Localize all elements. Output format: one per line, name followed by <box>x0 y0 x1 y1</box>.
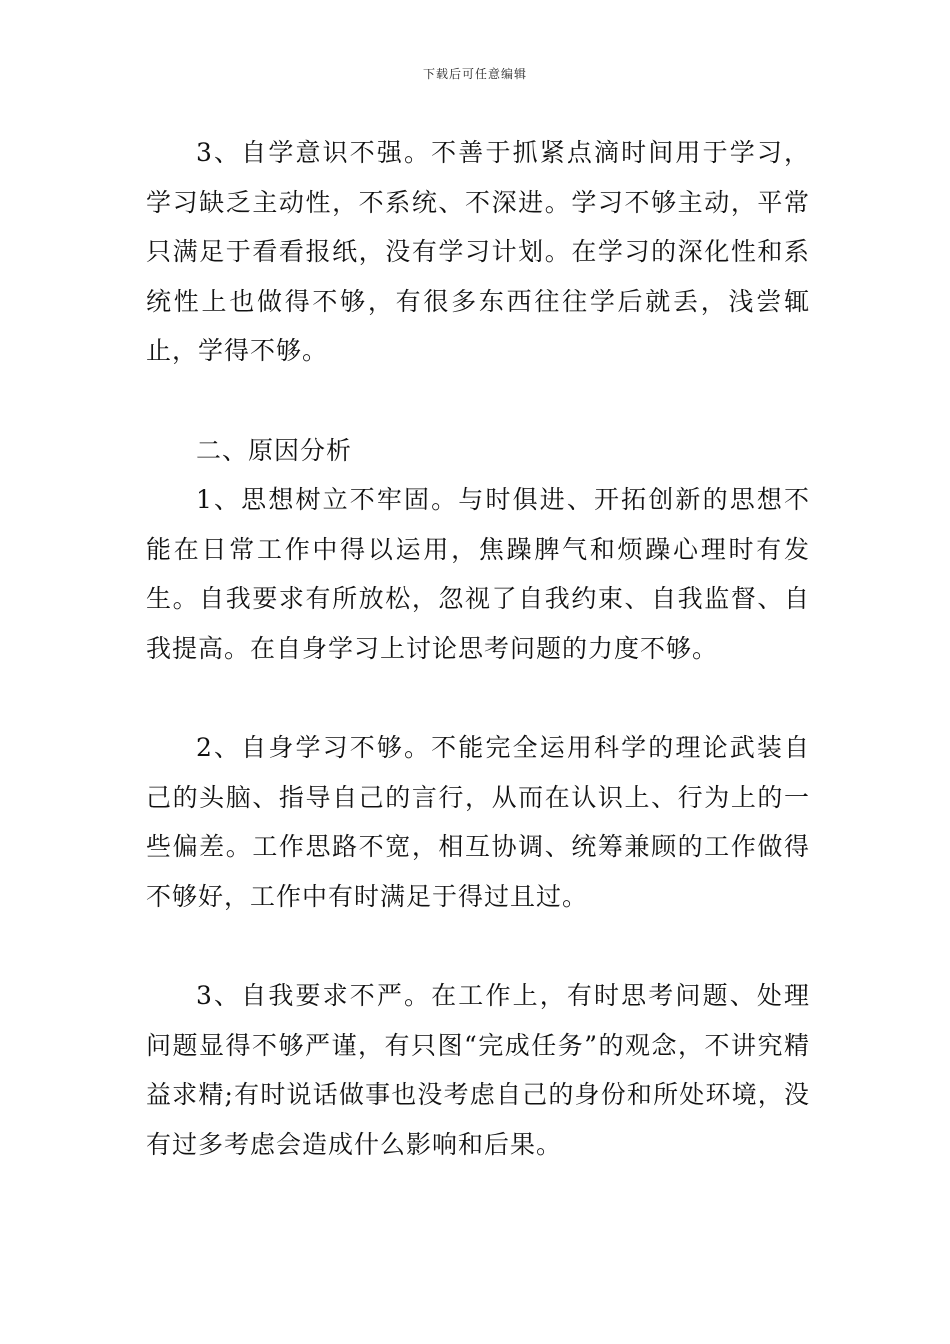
paragraph-reason-2: 2、自身学习不够。不能完全运用科学的理论武装自己的头脑、指导自己的言行，从而在认识上、行为上的一些偏差。工作思路不宽，相互协调、统筹兼顾的工作做得不够好，工作中有时满足于得过且过。 <box>146 733 810 911</box>
document-body <box>146 128 810 1169</box>
section-heading-cause-analysis: 二、原因分析 <box>196 435 353 465</box>
paragraph-reason-3: 3、自我要求不严。在工作上，有时思考问题、处理问题显得不够严谨，有只图“完成任务”的观念，不讲究精益求精;有时说话做事也没考虑自己的身份和所处环境，没有过多考虑会造成什么影响和后果。 <box>146 981 810 1159</box>
header-note: 下载后可任意编辑 <box>422 67 527 81</box>
paragraph-learning-awareness: 3、自学意识不强。不善于抓紧点滴时间用于学习，学习缺乏主动性，不系统、不深进。学习不够主动，平常只满足于看看报纸，没有学习计划。在学习的深化性和系统性上也做得不够，有很多东西往往学后就丢，浅尝辄止，学得不够。 <box>146 138 810 365</box>
paragraph-reason-1: 1、思想树立不牢固。与时俱进、开拓创新的思想不能在日常工作中得以运用，焦躁脾气和烦躁心理时有发生。自我要求有所放松，忽视了自我约束、自我监督、自我提高。在自身学习上讨论思考问题的力度不够。 <box>146 485 810 663</box>
